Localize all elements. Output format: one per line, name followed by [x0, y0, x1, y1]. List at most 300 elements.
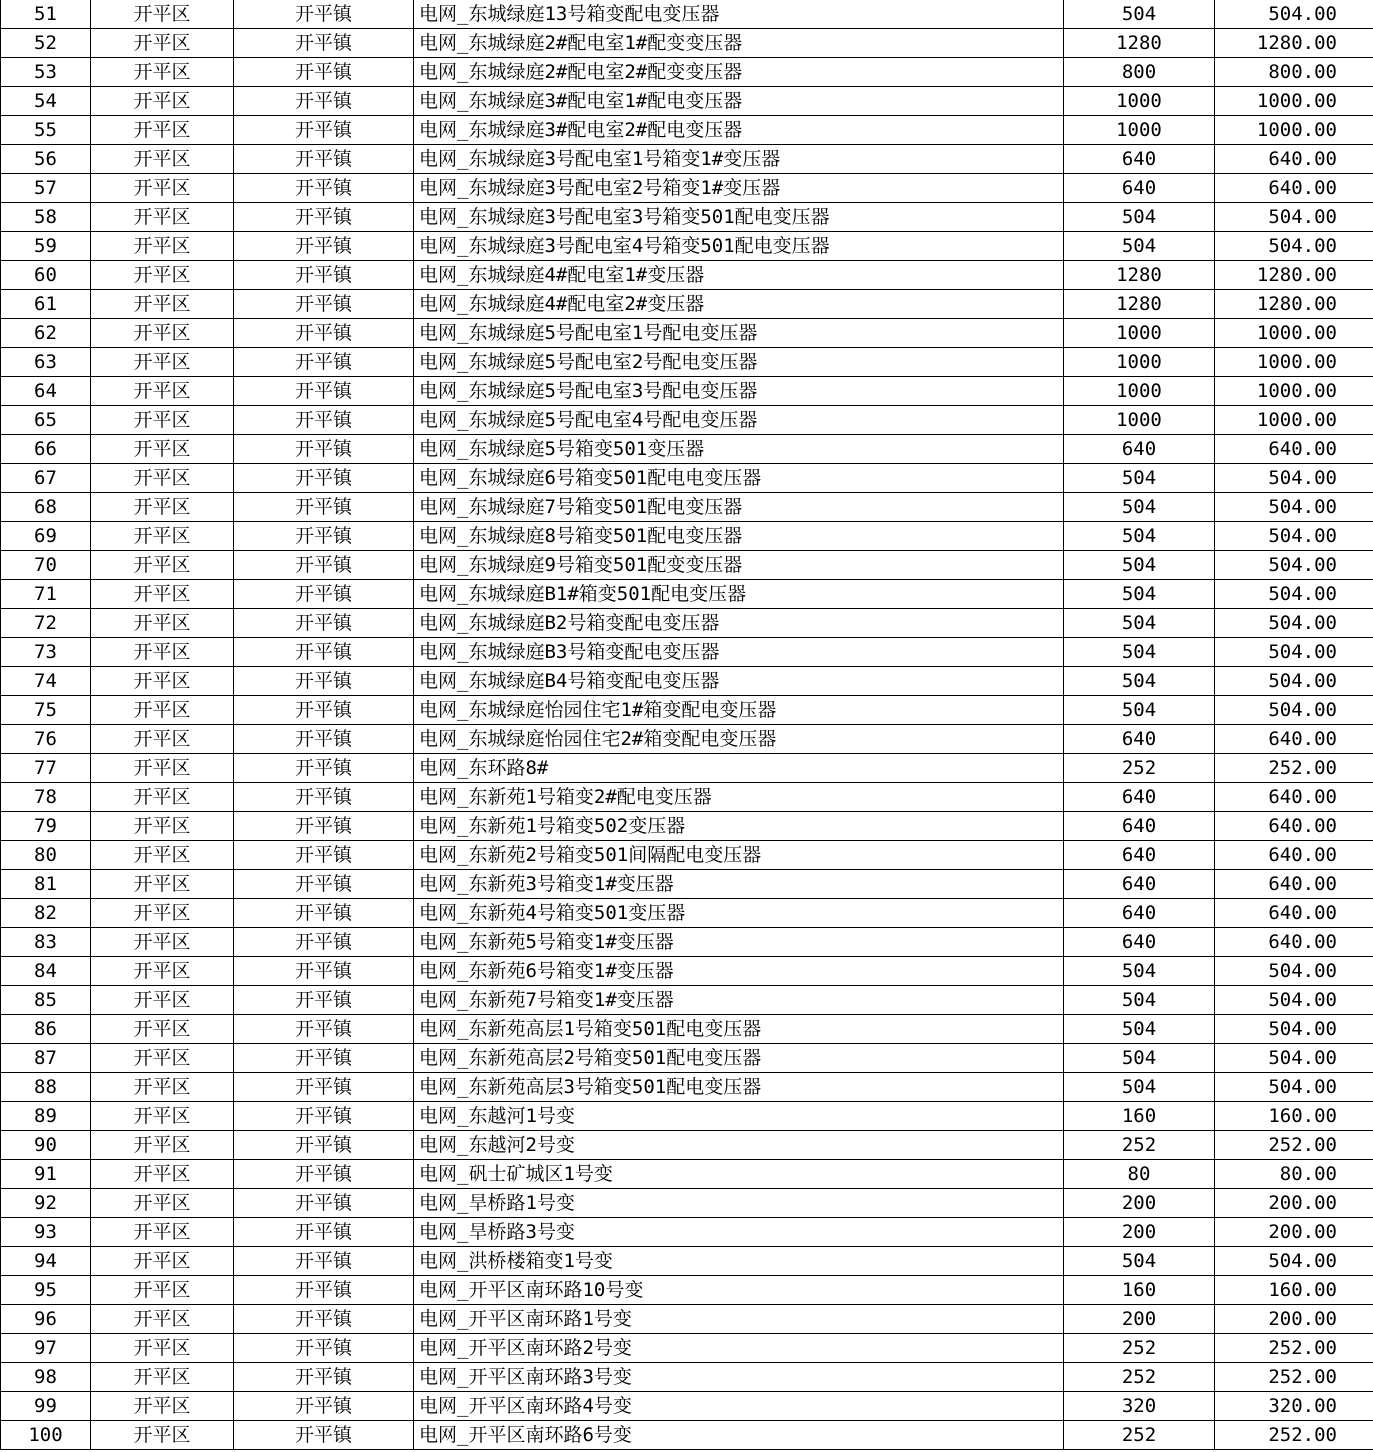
capacity-cell: 504: [1064, 522, 1215, 551]
capacity-cell: 320: [1064, 1392, 1215, 1421]
transformer-name-cell: 电网_东城绿庭6号箱变501配电电变压器: [414, 464, 1064, 493]
transformer-name-cell: 电网_东城绿庭2#配电室1#配变变压器: [414, 29, 1064, 58]
transformer-name-cell: 电网_东新苑高层1号箱变501配电变压器: [414, 1015, 1064, 1044]
transformer-name-cell: 电网_东城绿庭7号箱变501配电变压器: [414, 493, 1064, 522]
table-row: [1, 87, 1373, 116]
table-row: [1, 1015, 1373, 1044]
row-number: 53: [1, 58, 91, 87]
town-cell: 开平镇: [234, 696, 414, 725]
town-cell: 开平镇: [234, 116, 414, 145]
district-cell: 开平区: [91, 928, 234, 957]
transformer-name-cell: 电网_东城绿庭B3号箱变配电变压器: [414, 638, 1064, 667]
district-cell: 开平区: [91, 58, 234, 87]
capacity-cell: 1280: [1064, 290, 1215, 319]
table-row: [1, 406, 1373, 435]
district-cell: 开平区: [91, 1247, 234, 1276]
row-number: 73: [1, 638, 91, 667]
district-cell: 开平区: [91, 1276, 234, 1305]
row-number: 61: [1, 290, 91, 319]
district-cell: 开平区: [91, 725, 234, 754]
district-cell: 开平区: [91, 261, 234, 290]
table-row: [1, 1276, 1373, 1305]
transformer-name-cell: 电网_东城绿庭B1#箱变501配电变压器: [414, 580, 1064, 609]
transformer-name-cell: 电网_东城绿庭9号箱变501配变变压器: [414, 551, 1064, 580]
district-cell: 开平区: [91, 29, 234, 58]
transformer-name-cell: 电网_开平区南环路10号变: [414, 1276, 1064, 1305]
table-row: [1, 638, 1373, 667]
capacity-cell: 640: [1064, 870, 1215, 899]
town-cell: 开平镇: [234, 725, 414, 754]
row-number: 65: [1, 406, 91, 435]
district-cell: 开平区: [91, 1334, 234, 1363]
transformer-name-cell: 电网_东城绿庭8号箱变501配电变压器: [414, 522, 1064, 551]
capacity-cell: 504: [1064, 1247, 1215, 1276]
table-row: [1, 116, 1373, 145]
row-number: 59: [1, 232, 91, 261]
table-row: [1, 899, 1373, 928]
district-cell: 开平区: [91, 232, 234, 261]
row-number: 98: [1, 1363, 91, 1392]
town-cell: 开平镇: [234, 899, 414, 928]
table-row: [1, 1044, 1373, 1073]
capacity-value-cell: 504.00: [1215, 696, 1373, 725]
row-number: 72: [1, 609, 91, 638]
row-number: 79: [1, 812, 91, 841]
town-cell: 开平镇: [234, 58, 414, 87]
transformer-name-cell: 电网_东城绿庭3#配电室2#配电变压器: [414, 116, 1064, 145]
town-cell: 开平镇: [234, 754, 414, 783]
capacity-cell: 504: [1064, 1044, 1215, 1073]
town-cell: 开平镇: [234, 203, 414, 232]
district-cell: 开平区: [91, 1392, 234, 1421]
town-cell: 开平镇: [234, 1334, 414, 1363]
capacity-cell: 504: [1064, 957, 1215, 986]
table-row: [1, 174, 1373, 203]
capacity-cell: 504: [1064, 551, 1215, 580]
capacity-cell: 504: [1064, 1073, 1215, 1102]
capacity-cell: 640: [1064, 174, 1215, 203]
town-cell: 开平镇: [234, 464, 414, 493]
capacity-cell: 504: [1064, 638, 1215, 667]
row-number: 52: [1, 29, 91, 58]
town-cell: 开平镇: [234, 667, 414, 696]
district-cell: 开平区: [91, 638, 234, 667]
row-number: 100: [1, 1421, 91, 1450]
transformer-name-cell: 电网_东城绿庭3号配电室3号箱变501配电变压器: [414, 203, 1064, 232]
town-cell: 开平镇: [234, 377, 414, 406]
district-cell: 开平区: [91, 174, 234, 203]
capacity-cell: 200: [1064, 1305, 1215, 1334]
district-cell: 开平区: [91, 493, 234, 522]
district-cell: 开平区: [91, 1015, 234, 1044]
transformer-name-cell: 电网_东城绿庭3号配电室2号箱变1#变压器: [414, 174, 1064, 203]
transformer-name-cell: 电网_东城绿庭4#配电室1#变压器: [414, 261, 1064, 290]
capacity-cell: 1000: [1064, 377, 1215, 406]
town-cell: 开平镇: [234, 145, 414, 174]
table-row: [1, 58, 1373, 87]
row-number: 87: [1, 1044, 91, 1073]
town-cell: 开平镇: [234, 29, 414, 58]
town-cell: 开平镇: [234, 232, 414, 261]
row-number: 69: [1, 522, 91, 551]
capacity-value-cell: 252.00: [1215, 1363, 1373, 1392]
table-row: [1, 435, 1373, 464]
district-cell: 开平区: [91, 1363, 234, 1392]
district-cell: 开平区: [91, 696, 234, 725]
row-number: 90: [1, 1131, 91, 1160]
capacity-cell: 252: [1064, 754, 1215, 783]
capacity-cell: 640: [1064, 725, 1215, 754]
district-cell: 开平区: [91, 522, 234, 551]
capacity-cell: 504: [1064, 667, 1215, 696]
district-cell: 开平区: [91, 464, 234, 493]
table-row: [1, 464, 1373, 493]
table-row: [1, 870, 1373, 899]
district-cell: 开平区: [91, 1189, 234, 1218]
district-cell: 开平区: [91, 87, 234, 116]
table-row: [1, 203, 1373, 232]
table-row: [1, 1073, 1373, 1102]
town-cell: 开平镇: [234, 348, 414, 377]
district-cell: 开平区: [91, 957, 234, 986]
transformer-name-cell: 电网_旱桥路1号变: [414, 1189, 1064, 1218]
transformer-name-cell: 电网_东新苑1号箱变502变压器: [414, 812, 1064, 841]
capacity-cell: 504: [1064, 696, 1215, 725]
transformer-name-cell: 电网_东新苑7号箱变1#变压器: [414, 986, 1064, 1015]
row-number: 54: [1, 87, 91, 116]
row-number: 89: [1, 1102, 91, 1131]
capacity-cell: 640: [1064, 435, 1215, 464]
transformer-name-cell: 电网_东城绿庭3号配电室1号箱变1#变压器: [414, 145, 1064, 174]
town-cell: 开平镇: [234, 928, 414, 957]
town-cell: 开平镇: [234, 406, 414, 435]
transformer-name-cell: 电网_东城绿庭2#配电室2#配变变压器: [414, 58, 1064, 87]
district-cell: 开平区: [91, 203, 234, 232]
transformer-name-cell: 电网_开平区南环路1号变: [414, 1305, 1064, 1334]
capacity-value-cell: 504.00: [1215, 1044, 1373, 1073]
capacity-cell: 504: [1064, 609, 1215, 638]
table-row: [1, 261, 1373, 290]
town-cell: 开平镇: [234, 0, 414, 29]
table-row: [1, 1102, 1373, 1131]
row-number: 82: [1, 899, 91, 928]
capacity-cell: 160: [1064, 1276, 1215, 1305]
town-cell: 开平镇: [234, 957, 414, 986]
capacity-value-cell: 640.00: [1215, 435, 1373, 464]
capacity-cell: 504: [1064, 986, 1215, 1015]
capacity-cell: 160: [1064, 1102, 1215, 1131]
row-number: 75: [1, 696, 91, 725]
capacity-value-cell: 504.00: [1215, 232, 1373, 261]
town-cell: 开平镇: [234, 580, 414, 609]
transformer-name-cell: 电网_东城绿庭5号配电室2号配电变压器: [414, 348, 1064, 377]
district-cell: 开平区: [91, 377, 234, 406]
capacity-value-cell: 640.00: [1215, 725, 1373, 754]
row-number: 99: [1, 1392, 91, 1421]
capacity-value-cell: 1000.00: [1215, 348, 1373, 377]
capacity-cell: 640: [1064, 899, 1215, 928]
table-row: [1, 348, 1373, 377]
transformer-name-cell: 电网_东新苑5号箱变1#变压器: [414, 928, 1064, 957]
row-number: 71: [1, 580, 91, 609]
table-row: [1, 232, 1373, 261]
capacity-cell: 640: [1064, 841, 1215, 870]
district-cell: 开平区: [91, 319, 234, 348]
district-cell: 开平区: [91, 609, 234, 638]
transformer-name-cell: 电网_东城绿庭4#配电室2#变压器: [414, 290, 1064, 319]
town-cell: 开平镇: [234, 1073, 414, 1102]
district-cell: 开平区: [91, 406, 234, 435]
transformer-name-cell: 电网_东城绿庭5号箱变501变压器: [414, 435, 1064, 464]
capacity-cell: 252: [1064, 1421, 1215, 1450]
town-cell: 开平镇: [234, 87, 414, 116]
capacity-value-cell: 504.00: [1215, 609, 1373, 638]
district-cell: 开平区: [91, 870, 234, 899]
table-row: [1, 377, 1373, 406]
table-row: [1, 290, 1373, 319]
table-row: [1, 1189, 1373, 1218]
capacity-value-cell: 504.00: [1215, 464, 1373, 493]
transformer-name-cell: 电网_开平区南环路2号变: [414, 1334, 1064, 1363]
capacity-value-cell: 1280.00: [1215, 290, 1373, 319]
capacity-value-cell: 504.00: [1215, 986, 1373, 1015]
capacity-cell: 504: [1064, 232, 1215, 261]
district-cell: 开平区: [91, 1305, 234, 1334]
table-row: [1, 812, 1373, 841]
transformer-name-cell: 电网_东新苑4号箱变501变压器: [414, 899, 1064, 928]
district-cell: 开平区: [91, 986, 234, 1015]
transformer-name-cell: 电网_开平区南环路3号变: [414, 1363, 1064, 1392]
transformer-name-cell: 电网_东城绿庭B2号箱变配电变压器: [414, 609, 1064, 638]
row-number: 60: [1, 261, 91, 290]
capacity-cell: 504: [1064, 203, 1215, 232]
transformer-name-cell: 电网_东新苑高层3号箱变501配电变压器: [414, 1073, 1064, 1102]
row-number: 92: [1, 1189, 91, 1218]
table-row: [1, 841, 1373, 870]
transformer-name-cell: 电网_洪桥楼箱变1号变: [414, 1247, 1064, 1276]
district-cell: 开平区: [91, 899, 234, 928]
row-number: 66: [1, 435, 91, 464]
capacity-value-cell: 504.00: [1215, 203, 1373, 232]
district-cell: 开平区: [91, 1421, 234, 1450]
district-cell: 开平区: [91, 145, 234, 174]
capacity-value-cell: 160.00: [1215, 1276, 1373, 1305]
town-cell: 开平镇: [234, 435, 414, 464]
capacity-cell: 504: [1064, 0, 1215, 29]
district-cell: 开平区: [91, 1102, 234, 1131]
town-cell: 开平镇: [234, 493, 414, 522]
row-number: 86: [1, 1015, 91, 1044]
row-number: 80: [1, 841, 91, 870]
capacity-value-cell: 200.00: [1215, 1189, 1373, 1218]
capacity-value-cell: 1280.00: [1215, 261, 1373, 290]
table-row: [1, 667, 1373, 696]
row-number: 96: [1, 1305, 91, 1334]
row-number: 51: [1, 0, 91, 29]
district-cell: 开平区: [91, 1160, 234, 1189]
table-row: [1, 551, 1373, 580]
capacity-value-cell: 1000.00: [1215, 116, 1373, 145]
capacity-value-cell: 800.00: [1215, 58, 1373, 87]
transformer-name-cell: 电网_东城绿庭5号配电室4号配电变压器: [414, 406, 1064, 435]
town-cell: 开平镇: [234, 1015, 414, 1044]
capacity-value-cell: 640.00: [1215, 870, 1373, 899]
row-number: 83: [1, 928, 91, 957]
capacity-value-cell: 1000.00: [1215, 319, 1373, 348]
capacity-cell: 640: [1064, 783, 1215, 812]
town-cell: 开平镇: [234, 1421, 414, 1450]
capacity-cell: 1000: [1064, 348, 1215, 377]
capacity-cell: 640: [1064, 812, 1215, 841]
capacity-value-cell: 640.00: [1215, 841, 1373, 870]
row-number: 78: [1, 783, 91, 812]
row-number: 55: [1, 116, 91, 145]
row-number: 57: [1, 174, 91, 203]
capacity-value-cell: 640.00: [1215, 783, 1373, 812]
transformer-name-cell: 电网_东城绿庭5号配电室1号配电变压器: [414, 319, 1064, 348]
row-number: 93: [1, 1218, 91, 1247]
capacity-value-cell: 640.00: [1215, 145, 1373, 174]
transformer-name-cell: 电网_东城绿庭怡园住宅1#箱变配电变压器: [414, 696, 1064, 725]
transformer-name-cell: 电网_东新苑6号箱变1#变压器: [414, 957, 1064, 986]
district-cell: 开平区: [91, 1218, 234, 1247]
capacity-cell: 1000: [1064, 406, 1215, 435]
capacity-value-cell: 252.00: [1215, 1131, 1373, 1160]
town-cell: 开平镇: [234, 551, 414, 580]
table-row: [1, 580, 1373, 609]
transformer-name-cell: 电网_东城绿庭5号配电室3号配电变压器: [414, 377, 1064, 406]
capacity-value-cell: 640.00: [1215, 174, 1373, 203]
district-cell: 开平区: [91, 667, 234, 696]
capacity-value-cell: 320.00: [1215, 1392, 1373, 1421]
capacity-value-cell: 504.00: [1215, 493, 1373, 522]
capacity-cell: 1000: [1064, 319, 1215, 348]
table-row: [1, 1131, 1373, 1160]
row-number: 85: [1, 986, 91, 1015]
table-row: [1, 0, 1373, 29]
town-cell: 开平镇: [234, 1189, 414, 1218]
table-row: [1, 1334, 1373, 1363]
district-cell: 开平区: [91, 551, 234, 580]
row-number: 77: [1, 754, 91, 783]
district-cell: 开平区: [91, 1131, 234, 1160]
capacity-value-cell: 504.00: [1215, 1247, 1373, 1276]
capacity-value-cell: 1000.00: [1215, 377, 1373, 406]
town-cell: 开平镇: [234, 1305, 414, 1334]
capacity-value-cell: 504.00: [1215, 957, 1373, 986]
town-cell: 开平镇: [234, 1160, 414, 1189]
table-row: [1, 493, 1373, 522]
table-row: [1, 29, 1373, 58]
capacity-value-cell: 504.00: [1215, 0, 1373, 29]
transformer-name-cell: 电网_东新苑高层2号箱变501配电变压器: [414, 1044, 1064, 1073]
capacity-cell: 504: [1064, 1015, 1215, 1044]
row-number: 94: [1, 1247, 91, 1276]
town-cell: 开平镇: [234, 1276, 414, 1305]
table-row: [1, 754, 1373, 783]
capacity-cell: 504: [1064, 580, 1215, 609]
table-row: [1, 1421, 1373, 1450]
town-cell: 开平镇: [234, 783, 414, 812]
transformer-name-cell: 电网_东城绿庭怡园住宅2#箱变配电变压器: [414, 725, 1064, 754]
table-row: [1, 928, 1373, 957]
town-cell: 开平镇: [234, 1102, 414, 1131]
row-number: 58: [1, 203, 91, 232]
district-cell: 开平区: [91, 435, 234, 464]
capacity-cell: 1000: [1064, 87, 1215, 116]
capacity-cell: 504: [1064, 464, 1215, 493]
capacity-value-cell: 252.00: [1215, 754, 1373, 783]
capacity-value-cell: 1000.00: [1215, 406, 1373, 435]
transformer-name-cell: 电网_旱桥路3号变: [414, 1218, 1064, 1247]
town-cell: 开平镇: [234, 812, 414, 841]
row-number: 91: [1, 1160, 91, 1189]
town-cell: 开平镇: [234, 1392, 414, 1421]
capacity-value-cell: 252.00: [1215, 1421, 1373, 1450]
transformer-name-cell: 电网_矾士矿城区1号变: [414, 1160, 1064, 1189]
town-cell: 开平镇: [234, 290, 414, 319]
district-cell: 开平区: [91, 348, 234, 377]
row-number: 67: [1, 464, 91, 493]
capacity-cell: 80: [1064, 1160, 1215, 1189]
town-cell: 开平镇: [234, 1131, 414, 1160]
district-cell: 开平区: [91, 754, 234, 783]
capacity-value-cell: 504.00: [1215, 1073, 1373, 1102]
table-row: [1, 1218, 1373, 1247]
capacity-value-cell: 160.00: [1215, 1102, 1373, 1131]
row-number: 76: [1, 725, 91, 754]
row-number: 95: [1, 1276, 91, 1305]
row-number: 97: [1, 1334, 91, 1363]
town-cell: 开平镇: [234, 609, 414, 638]
capacity-value-cell: 504.00: [1215, 580, 1373, 609]
district-cell: 开平区: [91, 1044, 234, 1073]
table-row: [1, 1160, 1373, 1189]
capacity-value-cell: 504.00: [1215, 667, 1373, 696]
transformer-name-cell: 电网_东越河2号变: [414, 1131, 1064, 1160]
capacity-cell: 200: [1064, 1189, 1215, 1218]
transformer-name-cell: 电网_东城绿庭B4号箱变配电变压器: [414, 667, 1064, 696]
row-number: 84: [1, 957, 91, 986]
table-row: [1, 1305, 1373, 1334]
town-cell: 开平镇: [234, 986, 414, 1015]
transformer-name-cell: 电网_东城绿庭3号配电室4号箱变501配电变压器: [414, 232, 1064, 261]
table-row: [1, 696, 1373, 725]
row-number: 70: [1, 551, 91, 580]
table-row: [1, 609, 1373, 638]
transformer-name-cell: 电网_东环路8#: [414, 754, 1064, 783]
capacity-cell: 252: [1064, 1131, 1215, 1160]
transformer-name-cell: 电网_东新苑2号箱变501间隔配电变压器: [414, 841, 1064, 870]
table-row: [1, 783, 1373, 812]
transformer-name-cell: 电网_开平区南环路4号变: [414, 1392, 1064, 1421]
table-body: [1, 0, 1373, 1450]
capacity-value-cell: 504.00: [1215, 551, 1373, 580]
town-cell: 开平镇: [234, 522, 414, 551]
transformer-name-cell: 电网_东城绿庭13号箱变配电变压器: [414, 0, 1064, 29]
capacity-value-cell: 504.00: [1215, 522, 1373, 551]
town-cell: 开平镇: [234, 638, 414, 667]
district-cell: 开平区: [91, 290, 234, 319]
table-row: [1, 145, 1373, 174]
capacity-value-cell: 252.00: [1215, 1334, 1373, 1363]
table-row: [1, 986, 1373, 1015]
district-cell: 开平区: [91, 1073, 234, 1102]
capacity-value-cell: 200.00: [1215, 1218, 1373, 1247]
transformer-name-cell: 电网_东新苑3号箱变1#变压器: [414, 870, 1064, 899]
capacity-value-cell: 504.00: [1215, 638, 1373, 667]
district-cell: 开平区: [91, 841, 234, 870]
